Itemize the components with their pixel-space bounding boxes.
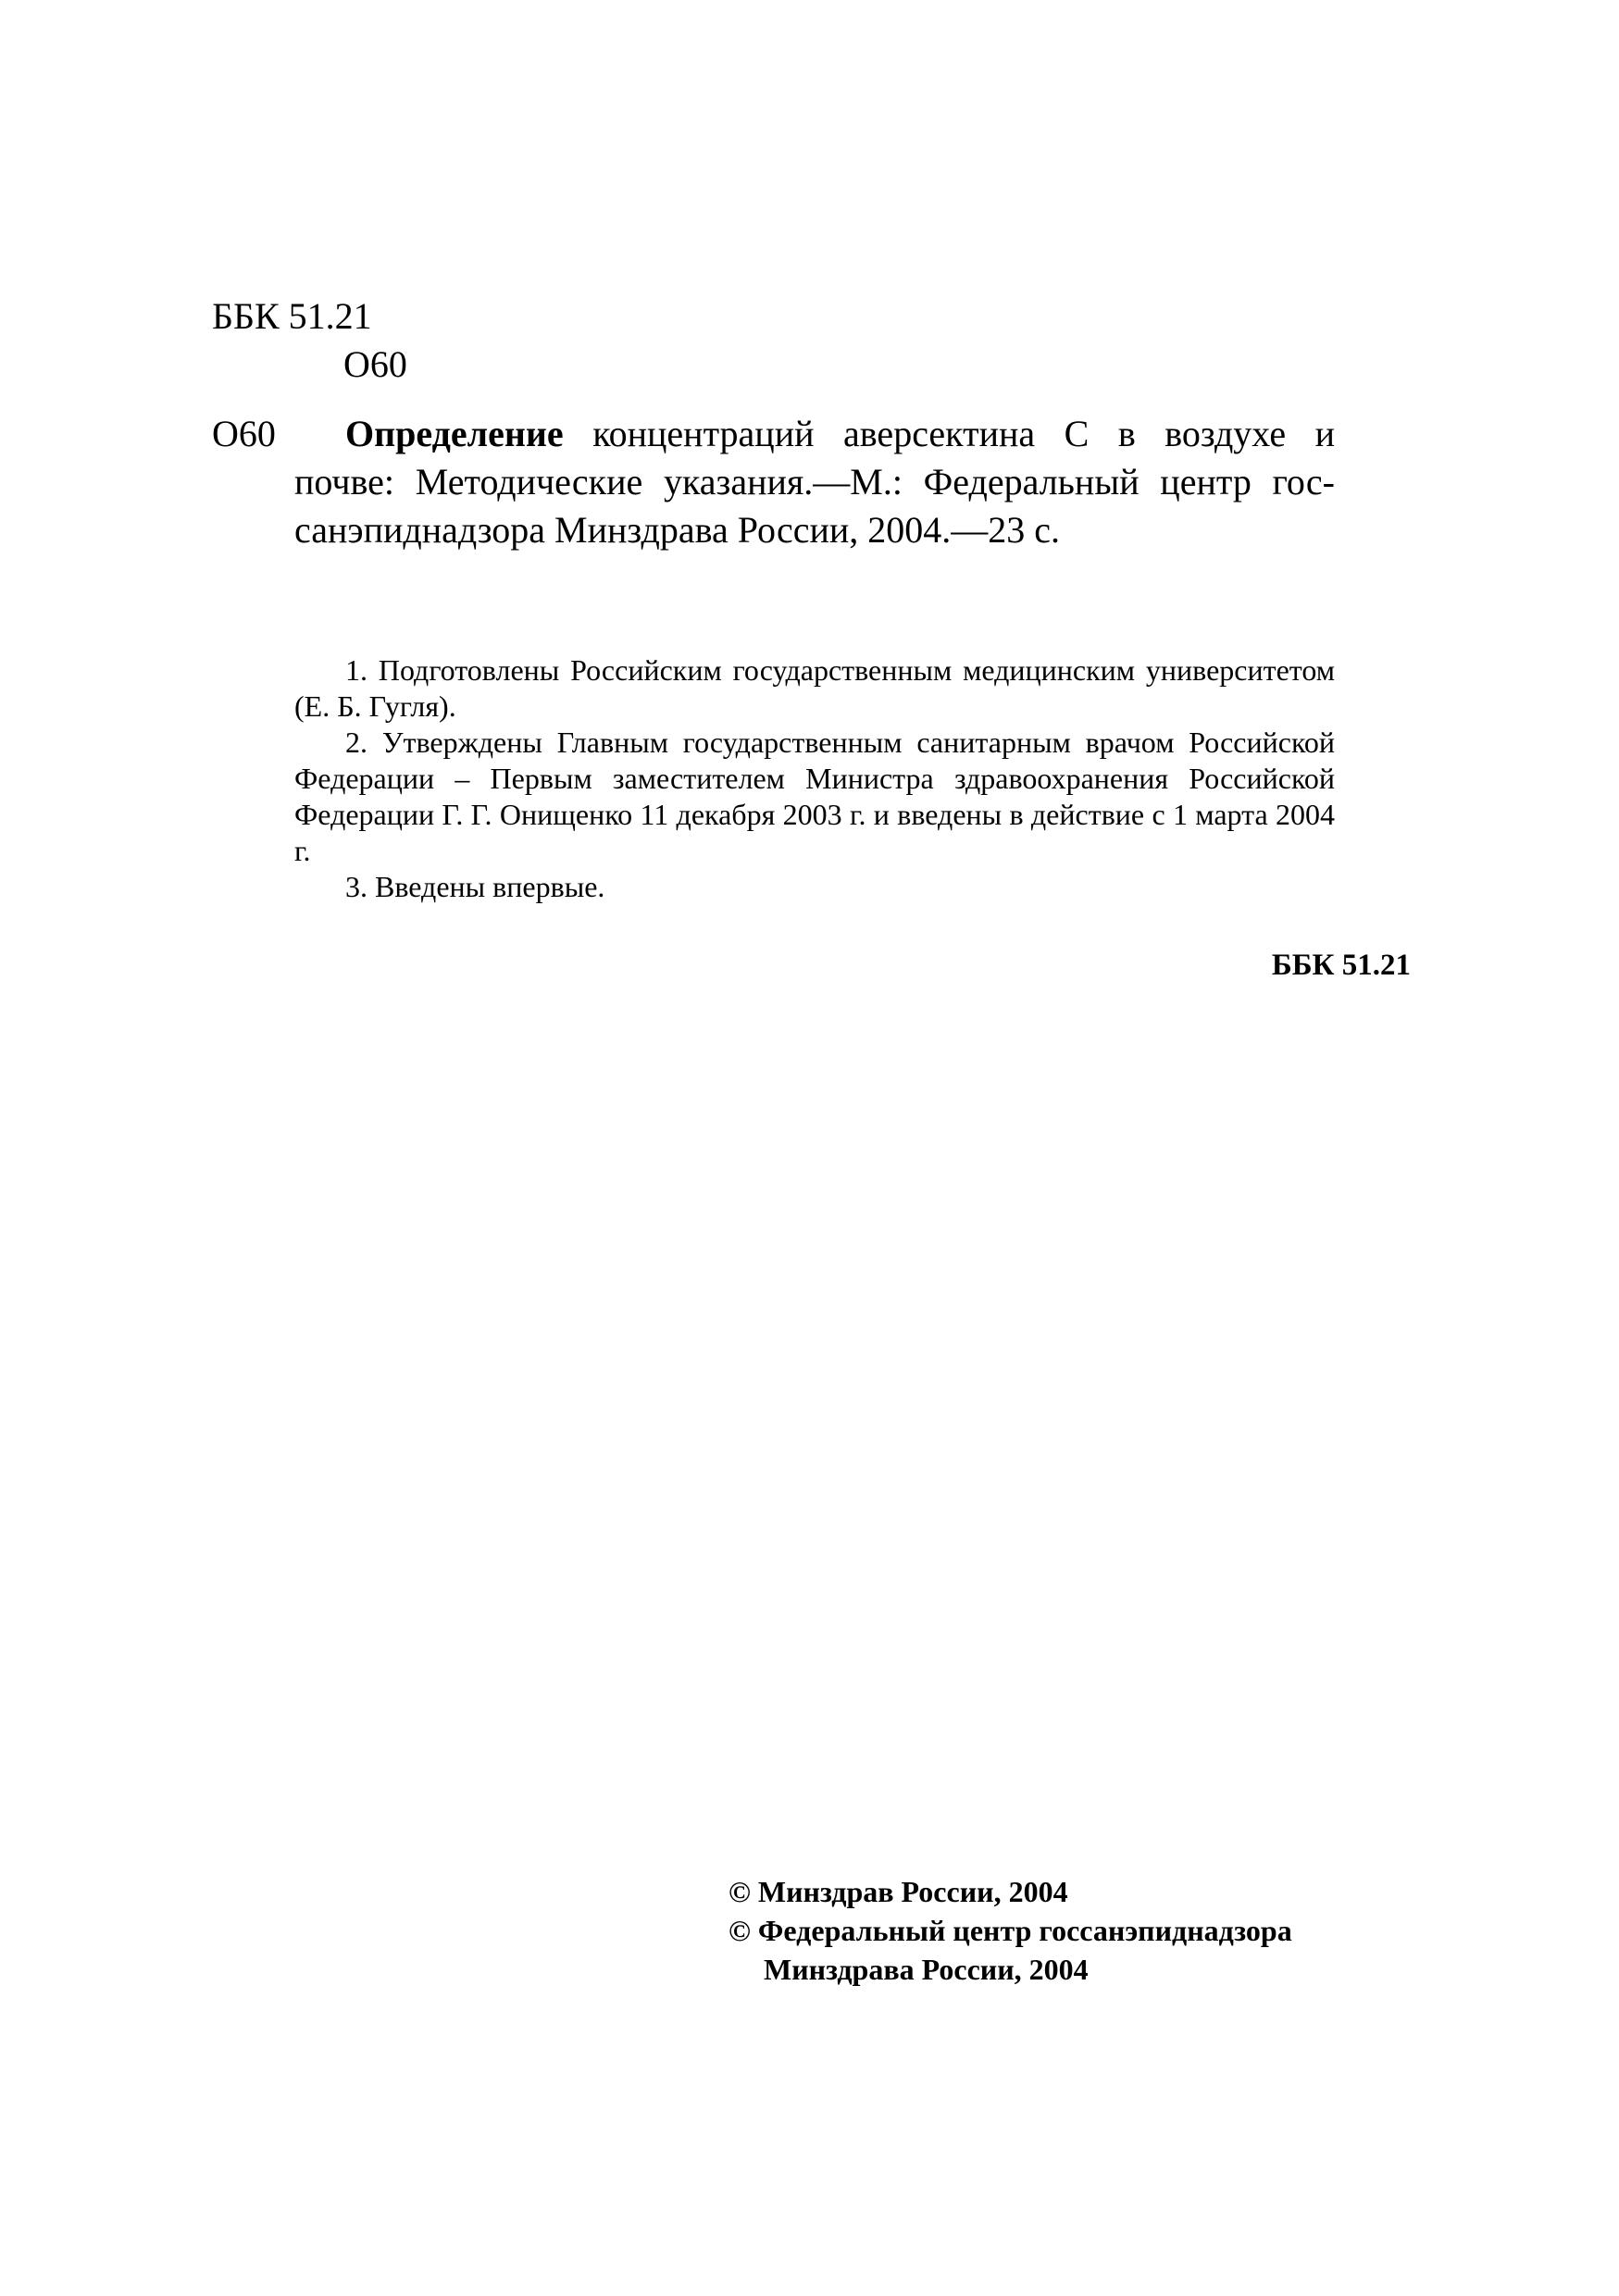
bbk-index-right: ББК 51.21 <box>1271 949 1411 982</box>
copyright-line: Минздрава России, 2004 <box>764 1953 1089 1986</box>
note-item: 1. Подготовлены Российским государственным медицинским университетом (Е. Б. Гугля). <box>294 653 1335 723</box>
copyright-block <box>729 1872 1395 1989</box>
bibliographic-entry <box>294 410 1335 554</box>
entry-line-2: почве: Методические указания.—М.: Федеральный центр гос- <box>294 461 1335 503</box>
publication-notes <box>294 652 1335 905</box>
entry-line-1 <box>294 410 1335 458</box>
note-item: 2. Утверждены Главным государственным санитарным врачом Российской Федерации – Первым заместителем Министра здравоохранения Российской Федерации Г. Г. Онищенко 11 декабря 2003 г. и введены в действие с 1 марта 2004 г. <box>294 726 1335 867</box>
entry-title: Определение <box>345 413 564 454</box>
copyright-line: © Минздрав России, 2004 <box>729 1875 1068 1908</box>
entry-author-mark: О60 <box>212 413 276 454</box>
entry-line-3: санэпиднадзора Минздрава России, 2004.—23 с. <box>294 509 1061 551</box>
author-mark: О60 <box>343 343 407 385</box>
copyright-line: © Федеральный центр госсанэпиднадзора <box>729 1914 1292 1947</box>
note-item: 3. Введены впервые. <box>345 870 605 903</box>
bbk-index: ББК 51.21 <box>212 295 372 337</box>
entry-line-1-rest: концентраций аверсектина С в воздухе и <box>563 413 1335 454</box>
